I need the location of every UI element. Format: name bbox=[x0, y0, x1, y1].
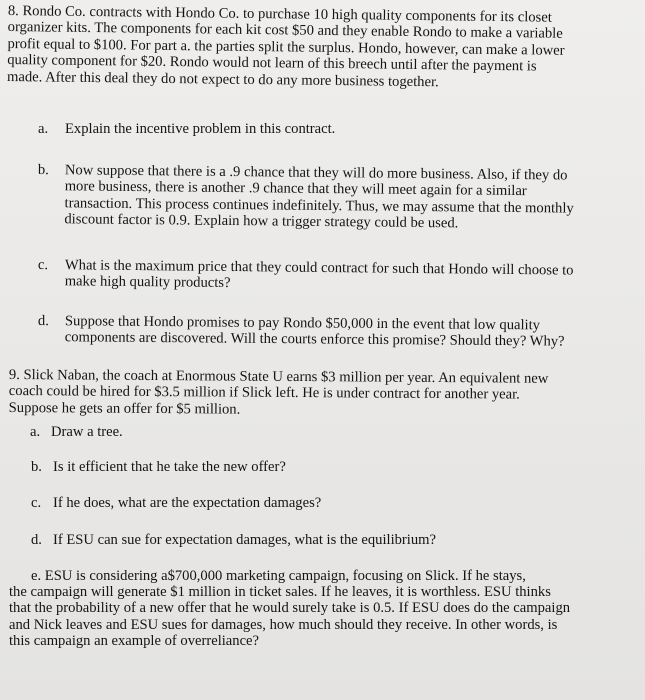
text-line: What is the maximum price that they could contract for such that Hondo will choose to bbox=[64, 257, 574, 279]
text-line: this campaign an example of overreliance? bbox=[9, 633, 260, 650]
text-line: Explain the incentive problem in this contract. bbox=[65, 121, 336, 137]
text-line: Draw a tree. bbox=[51, 424, 123, 440]
part-letter: d. bbox=[37, 313, 49, 330]
text-line: 8. Rondo Co. contracts with Hondo Co. to purchase 10 high quality components for its closet bbox=[7, 3, 552, 26]
text-line: transaction. This process continues indefinitely. Thus, we may assume that the monthly bbox=[64, 195, 574, 217]
question-9-part-e-first-line: e. ESU is considering a$700,000 marketing campaign, focusing on Slick. If he stays, bbox=[31, 568, 526, 584]
part-letter: c. bbox=[31, 495, 42, 511]
text-line: Is it efficient that he take the new offer? bbox=[53, 459, 286, 475]
text-line: If ESU can sue for expectation damages, what is the equilibrium? bbox=[53, 532, 436, 548]
text-line: profit equal to $100. For part a. the parties split the surplus. Hondo, however, can make a lower bbox=[7, 35, 565, 59]
text-line: Suppose he gets an offer for $5 million. bbox=[8, 399, 241, 418]
text-line: quality component for $20. Rondo would not learn of this breech until after the payment is bbox=[7, 52, 537, 75]
part-letter: b. bbox=[37, 162, 49, 179]
text-line: If he does, what are the expectation damages? bbox=[53, 495, 322, 511]
text-line: more business, there is another .9 chance that they will meet again for a similar bbox=[64, 178, 527, 200]
text-line: components are discovered. Will the courts enforce this promise? Should they? Why? bbox=[64, 329, 565, 351]
text-line: make high quality products? bbox=[64, 273, 231, 292]
text-line: 9. Slick Naban, the coach at Enormous State U earns $3 million per year. An equivalent new bbox=[8, 367, 549, 387]
text-line: Now suppose that there is a .9 chance that they will do more business. Also, if they do bbox=[64, 162, 568, 184]
part-letter: c. bbox=[37, 257, 49, 274]
text-line: organizer kits. The components for each kit cost $50 and they enable Rondo to make a variable bbox=[7, 19, 563, 43]
text-line: that the probability of a new offer that he would surely take is 0.5. If ESU does do the campaign bbox=[9, 600, 571, 617]
part-letter: a. bbox=[30, 424, 41, 440]
text-line: the campaign will generate $1 million in ticket sales. If he leaves, it is worthless. ESU thinks bbox=[9, 584, 551, 600]
text-line: coach could be hired for $3.5 million if Slick left. He is under contract for another year. bbox=[8, 383, 520, 403]
question-8-intro bbox=[7, 3, 633, 93]
part-letter: d. bbox=[31, 532, 42, 548]
part-letter: b. bbox=[31, 459, 42, 475]
question-9-part-e-body bbox=[9, 584, 634, 650]
text-line: discount factor is 0.9. Explain how a trigger strategy could be used. bbox=[64, 211, 459, 232]
question-9-intro bbox=[9, 367, 634, 421]
text-line: Suppose that Hondo promises to pay Rondo $50,000 in the event that low quality bbox=[64, 313, 541, 334]
part-letter: a. bbox=[38, 121, 49, 137]
text-line: and Nick leaves and ESU sues for damages, how much should they receive. In other words, is bbox=[9, 616, 558, 633]
text-line: made. After this deal they do not expect to do any more business together. bbox=[7, 68, 439, 90]
